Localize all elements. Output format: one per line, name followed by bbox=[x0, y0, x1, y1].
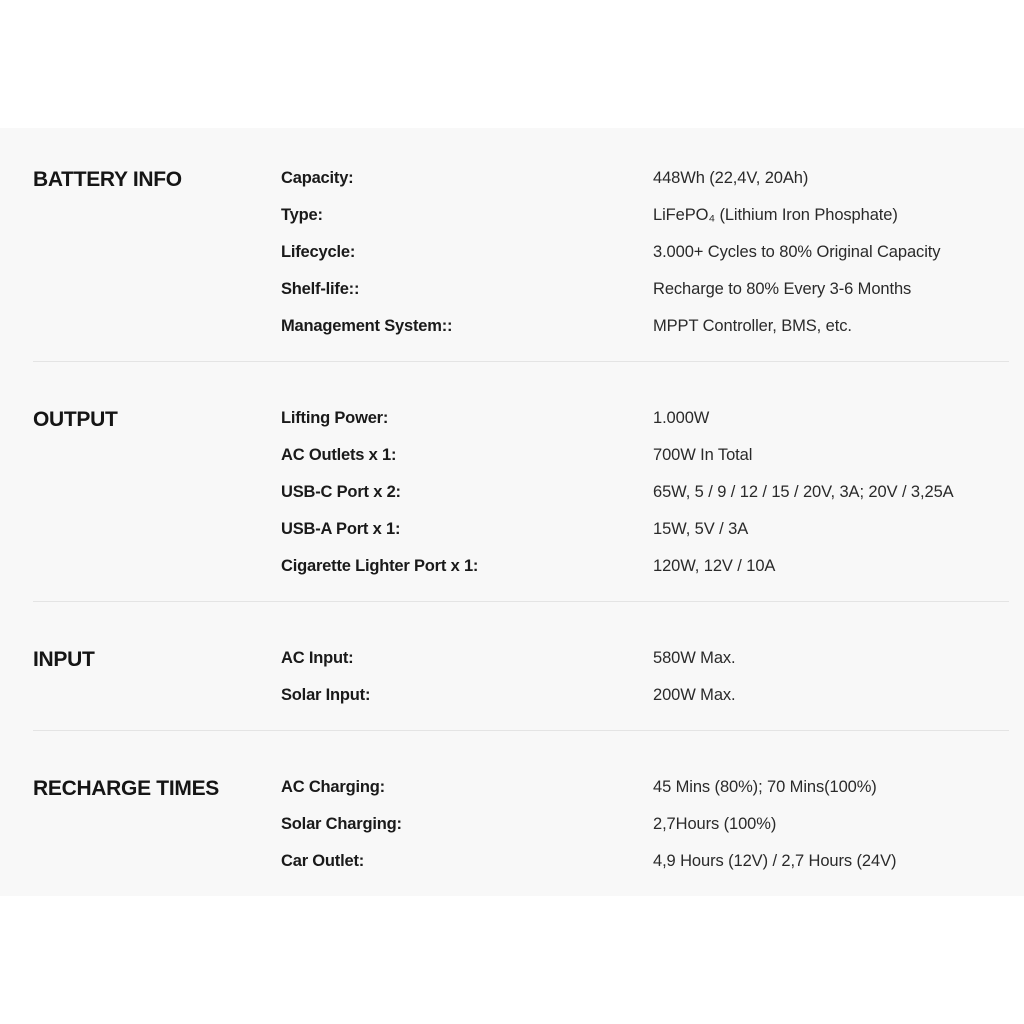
spec-value: 200W Max. bbox=[653, 686, 736, 704]
spec-label: USB-C Port x 2: bbox=[281, 483, 401, 501]
spec-label: Type: bbox=[281, 206, 323, 224]
spec-row bbox=[281, 852, 1009, 876]
spec-label: Car Outlet: bbox=[281, 852, 365, 870]
spec-row bbox=[281, 317, 1009, 341]
spec-label: AC Charging: bbox=[281, 778, 385, 796]
spec-row bbox=[281, 206, 1009, 230]
spec-row bbox=[281, 483, 1009, 507]
spec-value: LiFePO₄ (Lithium Iron Phosphate) bbox=[653, 206, 898, 224]
spec-value: MPPT Controller, BMS, etc. bbox=[653, 317, 852, 335]
spec-row bbox=[281, 649, 1009, 673]
section-input bbox=[33, 608, 1009, 731]
section-recharge-times bbox=[33, 737, 1009, 896]
spec-value: 2,7Hours (100%) bbox=[653, 815, 777, 833]
section-battery-info bbox=[33, 128, 1009, 362]
spec-label: USB-A Port x 1: bbox=[281, 520, 401, 538]
section-title: INPUT bbox=[33, 648, 95, 671]
spec-label: Lifecycle: bbox=[281, 243, 356, 261]
spec-row bbox=[281, 686, 1009, 710]
spec-value: 120W, 12V / 10A bbox=[653, 557, 776, 575]
spec-value: 448Wh (22,4V, 20Ah) bbox=[653, 169, 809, 187]
spec-row bbox=[281, 520, 1009, 544]
spec-label: Lifting Power: bbox=[281, 409, 389, 427]
spec-label: Cigarette Lighter Port x 1: bbox=[281, 557, 479, 575]
spec-value: 3.000+ Cycles to 80% Original Capacity bbox=[653, 243, 941, 261]
spec-row bbox=[281, 280, 1009, 304]
section-output bbox=[33, 368, 1009, 602]
section-title: RECHARGE TIMES bbox=[33, 777, 219, 800]
spec-panel bbox=[0, 128, 1024, 896]
spec-label: AC Outlets x 1: bbox=[281, 446, 397, 464]
spec-value: 1.000W bbox=[653, 409, 710, 427]
spec-row bbox=[281, 446, 1009, 470]
section-title: BATTERY INFO bbox=[33, 168, 182, 191]
spec-value: Recharge to 80% Every 3-6 Months bbox=[653, 280, 912, 298]
spec-value: 580W Max. bbox=[653, 649, 736, 667]
spec-value: 65W, 5 / 9 / 12 / 15 / 20V, 3A; 20V / 3,25A bbox=[653, 483, 954, 501]
spec-label: Solar Input: bbox=[281, 686, 371, 704]
spec-label: Solar Charging: bbox=[281, 815, 402, 833]
spec-row bbox=[281, 409, 1009, 433]
spec-row bbox=[281, 557, 1009, 581]
spec-value: 4,9 Hours (12V) / 2,7 Hours (24V) bbox=[653, 852, 897, 870]
spec-label: Capacity: bbox=[281, 169, 354, 187]
spec-label: AC Input: bbox=[281, 649, 354, 667]
spec-row bbox=[281, 815, 1009, 839]
spec-label: Shelf-life:: bbox=[281, 280, 360, 298]
spec-value: 700W In Total bbox=[653, 446, 753, 464]
spec-value: 45 Mins (80%); 70 Mins(100%) bbox=[653, 778, 877, 796]
spec-row bbox=[281, 243, 1009, 267]
section-title: OUTPUT bbox=[33, 408, 118, 431]
spec-value: 15W, 5V / 3A bbox=[653, 520, 749, 538]
spec-label: Management System:: bbox=[281, 317, 453, 335]
spec-row bbox=[281, 169, 1009, 193]
spec-row bbox=[281, 778, 1009, 802]
